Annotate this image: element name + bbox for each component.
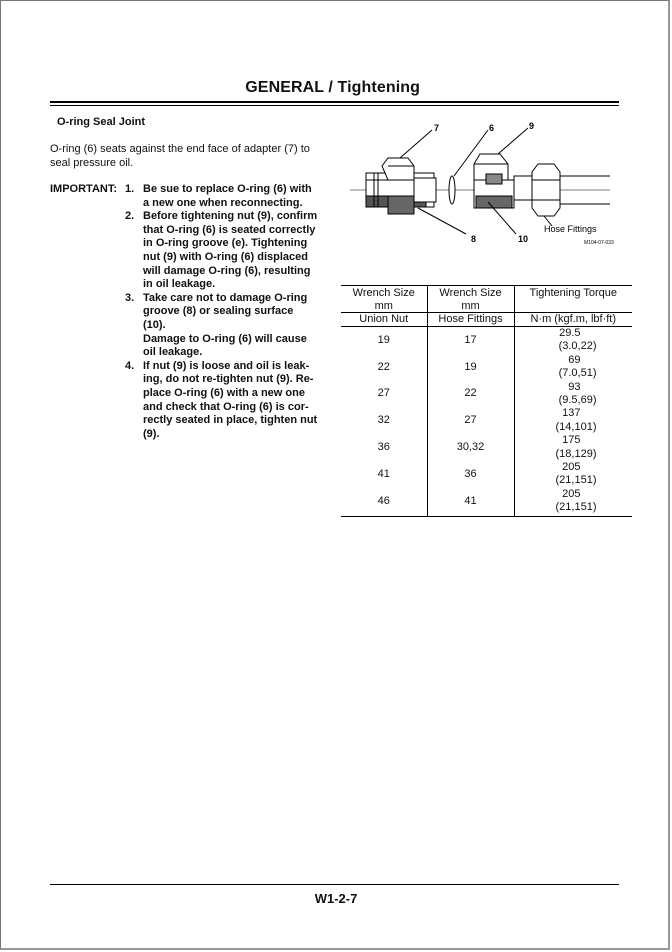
cell-union: 27: [377, 387, 390, 400]
table-row: [341, 327, 632, 354]
item-line: (10).: [143, 318, 166, 331]
header-line: Wrench Size: [439, 287, 502, 299]
important-label: IMPORTANT:: [50, 183, 118, 195]
cell-hose: 22: [427, 381, 514, 408]
item-line: and check that O-ring (6) is cor-: [143, 400, 309, 413]
item-line: oil leakage.: [143, 346, 203, 359]
cell-hose: 36: [427, 461, 514, 488]
item-line: that O-ring (6) is seated correctly: [143, 223, 316, 236]
torque-nm: 175: [562, 434, 581, 447]
torque-nm: 29.5: [559, 327, 581, 339]
cell-torque: [514, 354, 632, 381]
torque-nm: 205: [562, 461, 581, 474]
subheader-union-nut: Union Nut: [341, 313, 427, 327]
table-subheader-row: [341, 313, 632, 327]
cell-union: 41: [377, 467, 390, 480]
oring-joint-diagram: [348, 118, 624, 248]
page-number: W1-2-7: [314, 891, 358, 906]
torque-alt: (9.5,69): [558, 394, 597, 407]
wrench-torque-table: [341, 285, 632, 517]
header-line: Wrench Size: [352, 287, 415, 299]
item-number: 2.: [125, 210, 135, 223]
table-row: [341, 461, 632, 488]
item-line: a new one when reconnecting.: [143, 196, 303, 209]
header-rule: [50, 101, 619, 103]
header-line: mm: [374, 299, 393, 312]
item-number: 3.: [125, 291, 135, 304]
subheader-hose-fittings: Hose Fittings: [427, 313, 514, 327]
item-line: ing, do not re-tighten nut (9). Re-: [143, 373, 314, 386]
item-number: 4.: [125, 359, 135, 372]
cell-hose: 17: [427, 327, 514, 354]
torque-alt: (3.0,22): [558, 340, 597, 353]
cell-torque: [514, 434, 632, 461]
important-item: [125, 360, 322, 442]
header-rule-thin: [50, 105, 619, 106]
item-line: nut (9) with O-ring (6) displaced: [143, 250, 308, 263]
table-row: [341, 381, 632, 408]
cell-torque: [514, 381, 632, 408]
torque-alt: (14,101): [555, 420, 597, 433]
callout-9: 9: [529, 121, 535, 131]
torque-nm: 93: [568, 380, 581, 393]
cell-torque: [514, 407, 632, 434]
item-line: groove (8) or sealing surface: [143, 305, 294, 318]
figure-code: M104-07-033: [584, 240, 614, 246]
item-line: will damage O-ring (6), resulting: [143, 264, 311, 277]
callout-6: 6: [489, 123, 495, 133]
table-row: [341, 354, 632, 381]
important-item: [125, 210, 322, 292]
cell-union: 32: [377, 414, 390, 427]
torque-nm: 205: [562, 487, 581, 500]
subheader-units: N·m (kgf.m, lbf·ft): [514, 313, 632, 327]
table-row: [341, 488, 632, 516]
item-line: in O-ring groove (e). Tightening: [143, 237, 308, 250]
torque-alt: (21,151): [555, 474, 597, 487]
callout-10: 10: [518, 234, 529, 244]
torque-alt: (18,129): [555, 447, 597, 460]
header-wrench-union: [341, 286, 427, 313]
cell-union: 46: [341, 488, 427, 516]
cell-union: 19: [377, 333, 390, 346]
item-line: Before tightening nut (9), confirm: [143, 210, 318, 223]
cell-torque: [514, 461, 632, 488]
cell-hose: 41: [427, 488, 514, 516]
intro-line: O-ring (6) seats against the end face of adapter (7) to: [50, 143, 310, 155]
table-row: [341, 407, 632, 434]
cell-torque: [514, 327, 632, 354]
torque-alt: (7.0,51): [558, 367, 597, 380]
cell-hose: 19: [427, 354, 514, 381]
item-line: Take care not to damage O-ring: [143, 291, 308, 304]
intro-paragraph: [50, 143, 330, 170]
item-number: 1.: [125, 183, 135, 195]
header-wrench-hose: [427, 286, 514, 313]
important-item: [125, 292, 322, 360]
torque-nm: 137: [562, 407, 581, 420]
important-list: [125, 183, 322, 441]
item-line: rectly seated in place, tighten nut: [143, 414, 318, 427]
item-line: If nut (9) is loose and oil is leak-: [143, 359, 310, 372]
item-line: Damage to O-ring (6) will cause: [143, 332, 307, 345]
header-line: mm: [461, 299, 480, 312]
item-line: (9).: [143, 427, 160, 440]
callout-8: 8: [471, 234, 477, 244]
section-title: O-ring Seal Joint: [57, 116, 146, 128]
header-torque: Tightening Torque: [514, 286, 632, 313]
item-line: Be sue to replace O-ring (6) with: [143, 183, 312, 195]
intro-line: seal pressure oil.: [50, 156, 134, 169]
footer-rule: [50, 884, 619, 885]
torque-nm: 69: [568, 353, 581, 366]
table-row: [341, 434, 632, 461]
item-line: in oil leakage.: [143, 278, 216, 291]
callout-7: 7: [434, 123, 440, 133]
cell-torque: [514, 488, 632, 516]
cell-hose: 27: [427, 407, 514, 434]
torque-alt: (21,151): [555, 501, 597, 514]
cell-hose: 30,32: [427, 434, 514, 461]
table-header-row: [341, 286, 632, 313]
cell-union: 22: [377, 360, 390, 373]
cell-union: 36: [377, 440, 390, 453]
hose-fittings-label: Hose Fittings: [544, 224, 597, 234]
page-title: GENERAL / Tightening: [245, 79, 420, 96]
important-item: [125, 183, 322, 210]
item-line: place O-ring (6) with a new one: [143, 386, 305, 399]
